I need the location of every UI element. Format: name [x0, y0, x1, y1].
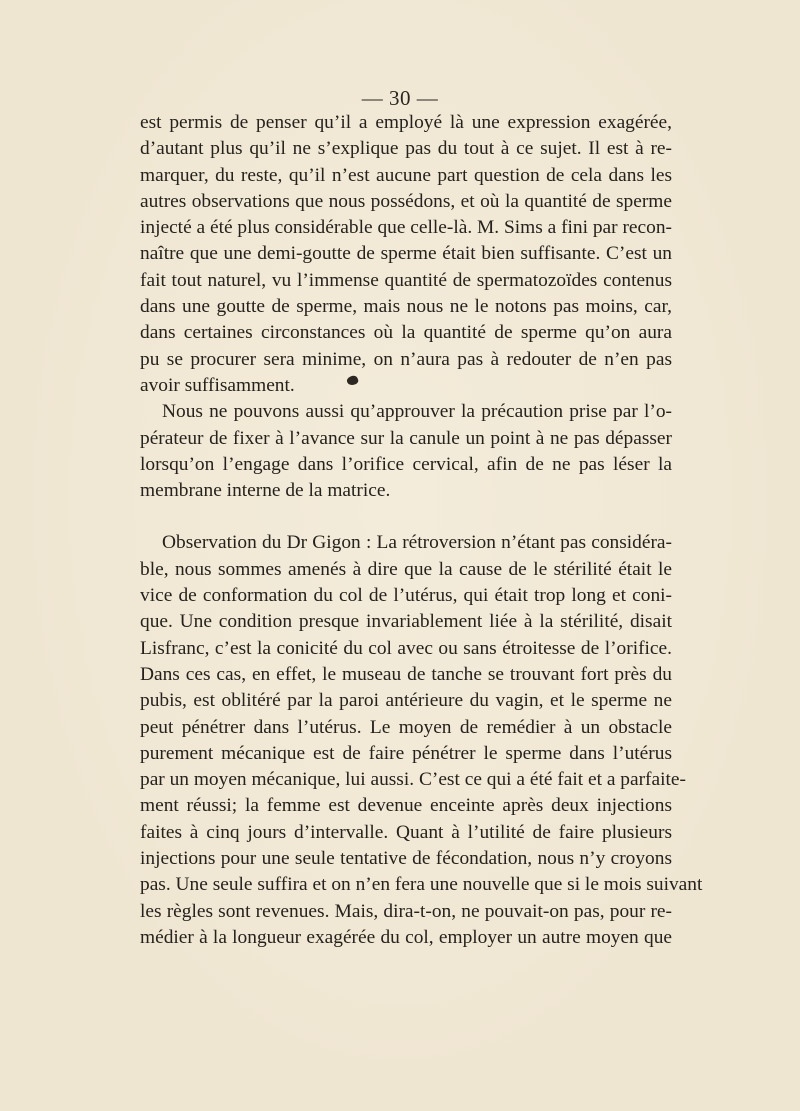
text-line: dans certaines circonstances où la quantité de sperme qu’on aura [140, 322, 672, 344]
text-line: marquer, du reste, qu’il n’est aucune part question de cela dans les [140, 164, 672, 186]
page-number: — 30 — [361, 86, 439, 110]
text-line: fait tout naturel, vu l’immense quantité de spermatozoïdes contenus [140, 269, 672, 291]
text-line: vice de conformation du col de l’utérus, qui était trop long et coni- [140, 585, 672, 607]
text-line: pu se procurer sera minime, on n’aura pas à redouter de n’en pas [140, 348, 672, 370]
text-line: les règles sont revenues. Mais, dira-t-on, ne pouvait-on pas, pour re- [140, 900, 672, 922]
text-line: avoir suffisamment. [140, 374, 295, 396]
text-line: Observation du Dr Gigon : La rétroversion n’étant pas considéra- [162, 532, 672, 554]
text-line: injecté a été plus considérable que celle-là. M. Sims a fini par recon- [140, 217, 672, 239]
paragraph-2 [140, 399, 672, 504]
text-line: d’autant plus qu’il ne s’explique pas du tout à ce sujet. Il est à re- [140, 138, 672, 160]
text-line: Dans ces cas, en effet, le museau de tanche se trouvant fort près du [140, 663, 672, 685]
text-line: pas. Une seule suffira et on n’en fera une nouvelle que si le mois suivant [140, 874, 703, 896]
text-line: par un moyen mécanique, lui aussi. C’est ce qui a été fait et a parfaite- [140, 769, 686, 791]
paragraph-3 [140, 530, 703, 951]
text-line: ment réussi; la femme est devenue enceinte après deux injections [140, 795, 672, 817]
text-line: ble, nous sommes amenés à dire que la cause de le stérilité était le [140, 558, 672, 580]
text-line: autres observations que nous possédons, et où la quantité de sperme [140, 190, 672, 212]
text-line: faites à cinq jours d’intervalle. Quant à l’utilité de faire plusieurs [140, 821, 672, 843]
text-line: lorsqu’on l’engage dans l’orifice cervical, afin de ne pas léser la [140, 453, 672, 475]
text-line: membrane interne de la matrice. [140, 480, 391, 502]
body-text [140, 110, 703, 951]
text-line: pubis, est oblitéré par la paroi antérieure du vagin, et le sperme ne [140, 690, 672, 712]
text-line: Lisfranc, c’est la conicité du col avec ou sans étroitesse de l’orifice. [140, 637, 672, 659]
text-line: purement mécanique est de faire pénétrer le sperme dans l’utérus [140, 742, 672, 764]
text-line: Nous ne pouvons aussi qu’approuver la précaution prise par l’o- [162, 401, 672, 423]
text-line: naître que une demi-goutte de sperme était bien suffisante. C’est un [140, 243, 672, 265]
text-line: que. Une condition presque invariablement liée à la stérilité, disait [140, 611, 672, 633]
text-line: dans une goutte de sperme, mais nous ne le notons pas moins, car, [140, 296, 672, 318]
paragraph-gap [140, 504, 672, 530]
text-line: injections pour une seule tentative de fécondation, nous n’y croyons [140, 848, 672, 870]
paragraph-1 [140, 110, 672, 399]
text-line: est permis de penser qu’il a employé là une expression exagérée, [140, 112, 672, 133]
text-line: médier à la longueur exagérée du col, employer un autre moyen que [140, 926, 672, 948]
text-line: pérateur de fixer à l’avance sur la canule un point à ne pas dépasser [140, 427, 672, 449]
text-line: peut pénétrer dans l’utérus. Le moyen de remédier à un obstacle [140, 716, 672, 738]
